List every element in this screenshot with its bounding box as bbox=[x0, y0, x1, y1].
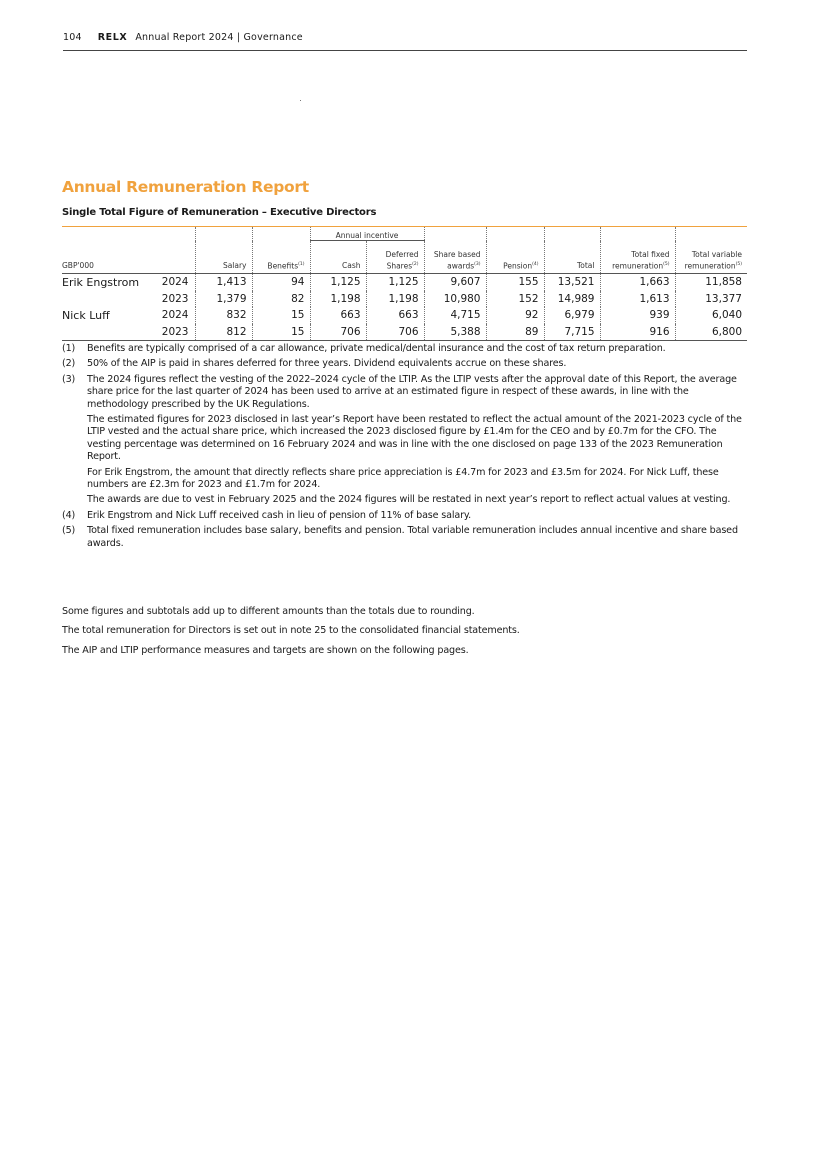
footnote-text: For Erik Engstrom, the amount that directly reflects share price appreciation is £4.7m for 2023 and £3.5m for 2024. For Nick Luff, these numbers are £2.3m for 2023 and £1.7m for 2024. bbox=[87, 466, 719, 491]
row-year: 2023 bbox=[147, 324, 195, 341]
table-row bbox=[62, 274, 747, 291]
cell-cash: 706 bbox=[310, 324, 366, 341]
stray-dot bbox=[300, 100, 301, 101]
page-number: 104 bbox=[63, 32, 82, 43]
cell-fixed: 916 bbox=[600, 324, 675, 341]
col-share-based-awards: Share based awards$^{(3)}$ bbox=[424, 241, 486, 274]
director-name bbox=[62, 324, 147, 341]
closing-notes bbox=[62, 606, 752, 664]
cell-total: 13,521 bbox=[544, 274, 600, 291]
table-group-header-row bbox=[62, 227, 747, 241]
cell-share-based: 9,607 bbox=[424, 274, 486, 291]
cell-cash: 663 bbox=[310, 307, 366, 324]
director-name: Nick Luff bbox=[62, 308, 110, 322]
cell-variable: 13,377 bbox=[675, 291, 747, 308]
footnote bbox=[62, 374, 752, 507]
remuneration-table bbox=[62, 226, 747, 341]
cell-salary: 832 bbox=[195, 307, 252, 324]
cell-share-based: 10,980 bbox=[424, 291, 486, 308]
closing-paragraph: The AIP and LTIP performance measures and targets are shown on the following pages. bbox=[62, 644, 469, 656]
cell-variable: 6,800 bbox=[675, 324, 747, 341]
cell-deferred: 706 bbox=[366, 324, 424, 341]
cell-pension: 89 bbox=[486, 324, 544, 341]
col-cash: Cash bbox=[310, 241, 366, 274]
footnote-text: The 2024 figures reflect the vesting of the 2022–2024 cycle of the LTIP. As the LTIP vests after the approval date of this Report, the average share price for the last quarter of 2024 has been used to arrive at an estimated figure in respect of these awards, in line with the methodology prescribed by the UK Regulations. bbox=[87, 373, 737, 410]
cell-fixed: 1,663 bbox=[600, 274, 675, 291]
table-row bbox=[62, 324, 747, 341]
cell-fixed: 1,613 bbox=[600, 291, 675, 308]
cell-benefits: 15 bbox=[252, 324, 310, 341]
cell-total: 7,715 bbox=[544, 324, 600, 341]
cell-cash: 1,125 bbox=[310, 274, 366, 291]
director-name: Erik Engstrom bbox=[62, 275, 140, 289]
footnote-number: (2) bbox=[62, 358, 76, 370]
table-column-header-row bbox=[62, 241, 747, 274]
cell-share-based: 4,715 bbox=[424, 307, 486, 324]
col-total-fixed: Total fixed remuneration$^{(5)}$ bbox=[600, 241, 675, 274]
col-deferred-shares: Deferred Shares$^{(2)}$ bbox=[366, 241, 424, 274]
brand-name: RELX bbox=[97, 32, 128, 43]
table-row bbox=[62, 291, 747, 308]
cell-salary: 1,413 bbox=[195, 274, 252, 291]
cell-variable: 6,040 bbox=[675, 307, 747, 324]
footnote-text: Erik Engstrom and Nick Luff received cash in lieu of pension of 11% of base salary. bbox=[87, 509, 471, 521]
footnote-text: The awards are due to vest in February 2025 and the 2024 figures will be restated in next year’s report to reflect actual values at vesting. bbox=[87, 494, 731, 506]
cell-pension: 152 bbox=[486, 291, 544, 308]
cell-benefits: 94 bbox=[252, 274, 310, 291]
cell-pension: 92 bbox=[486, 307, 544, 324]
footnote-number: (3) bbox=[62, 373, 76, 385]
page-header bbox=[63, 32, 747, 51]
cell-deferred: 1,198 bbox=[366, 291, 424, 308]
cell-variable: 11,858 bbox=[675, 274, 747, 291]
cell-total: 14,989 bbox=[544, 291, 600, 308]
footnote-text: Benefits are typically comprised of a car allowance, private medical/dental insurance and the cost of tax return preparation. bbox=[87, 343, 666, 354]
cell-deferred: 663 bbox=[366, 307, 424, 324]
cell-deferred: 1,125 bbox=[366, 274, 424, 291]
closing-paragraph: Some figures and subtotals add up to different amounts than the totals due to rounding. bbox=[62, 606, 475, 617]
cell-benefits: 82 bbox=[252, 291, 310, 308]
cell-salary: 812 bbox=[195, 324, 252, 341]
closing-paragraph: The total remuneration for Directors is set out in note 25 to the consolidated financial statements. bbox=[62, 625, 520, 637]
footnote-number: (4) bbox=[62, 509, 76, 521]
annual-incentive-header: Annual incentive bbox=[310, 227, 424, 241]
footnote-number: (1) bbox=[62, 343, 76, 354]
table-row bbox=[62, 307, 747, 324]
col-salary: Salary bbox=[195, 241, 252, 274]
report-title: Annual Report 2024 | Governance bbox=[135, 32, 303, 43]
cell-pension: 155 bbox=[486, 274, 544, 291]
cell-share-based: 5,388 bbox=[424, 324, 486, 341]
director-name bbox=[62, 291, 147, 308]
footnote bbox=[62, 510, 752, 522]
section-title: Annual Remuneration Report bbox=[62, 178, 309, 196]
cell-salary: 1,379 bbox=[195, 291, 252, 308]
footnote-text: The estimated figures for 2023 disclosed in last year’s Report have been restated to reflect the actual amount of the 2021-2023 cycle of the LTIP vested and the actual share price, which increased the 2023 disclosed figure by £1.4m for the CEO and by £0.7m for the CFO. The vesting percentage was determined on 16 February 2024 and was in line with the one disclosed on page 133 of the 2023 Remuneration Report. bbox=[87, 414, 742, 463]
footnote-number: (5) bbox=[62, 525, 76, 537]
cell-benefits: 15 bbox=[252, 307, 310, 324]
col-pension: Pension$^{(4)}$ bbox=[486, 241, 544, 274]
footnote-text: Total fixed remuneration includes base salary, benefits and pension. Total variable remuneration includes annual incentive and share based awards. bbox=[87, 525, 738, 549]
row-year: 2023 bbox=[161, 292, 189, 305]
footnotes bbox=[62, 343, 752, 553]
unit-label: GBP'000 bbox=[62, 241, 147, 274]
footnote bbox=[62, 358, 752, 370]
footnote bbox=[62, 525, 752, 550]
cell-total: 6,979 bbox=[544, 307, 600, 324]
cell-fixed: 939 bbox=[600, 307, 675, 324]
cell-cash: 1,198 bbox=[310, 291, 366, 308]
col-total: Total bbox=[544, 241, 600, 274]
col-benefits: Benefits$^{(1)}$ bbox=[252, 241, 310, 274]
table-title: Single Total Figure of Remuneration – Executive Directors bbox=[62, 207, 377, 218]
row-year: 2024 bbox=[161, 309, 189, 322]
footnote bbox=[62, 343, 752, 355]
footnote-text: 50% of the AIP is paid in shares deferred for three years. Dividend equivalents accrue on these shares. bbox=[87, 358, 567, 370]
row-year: 2024 bbox=[161, 276, 189, 289]
col-total-variable: Total variable remuneration$^{(5)}$ bbox=[675, 241, 747, 274]
